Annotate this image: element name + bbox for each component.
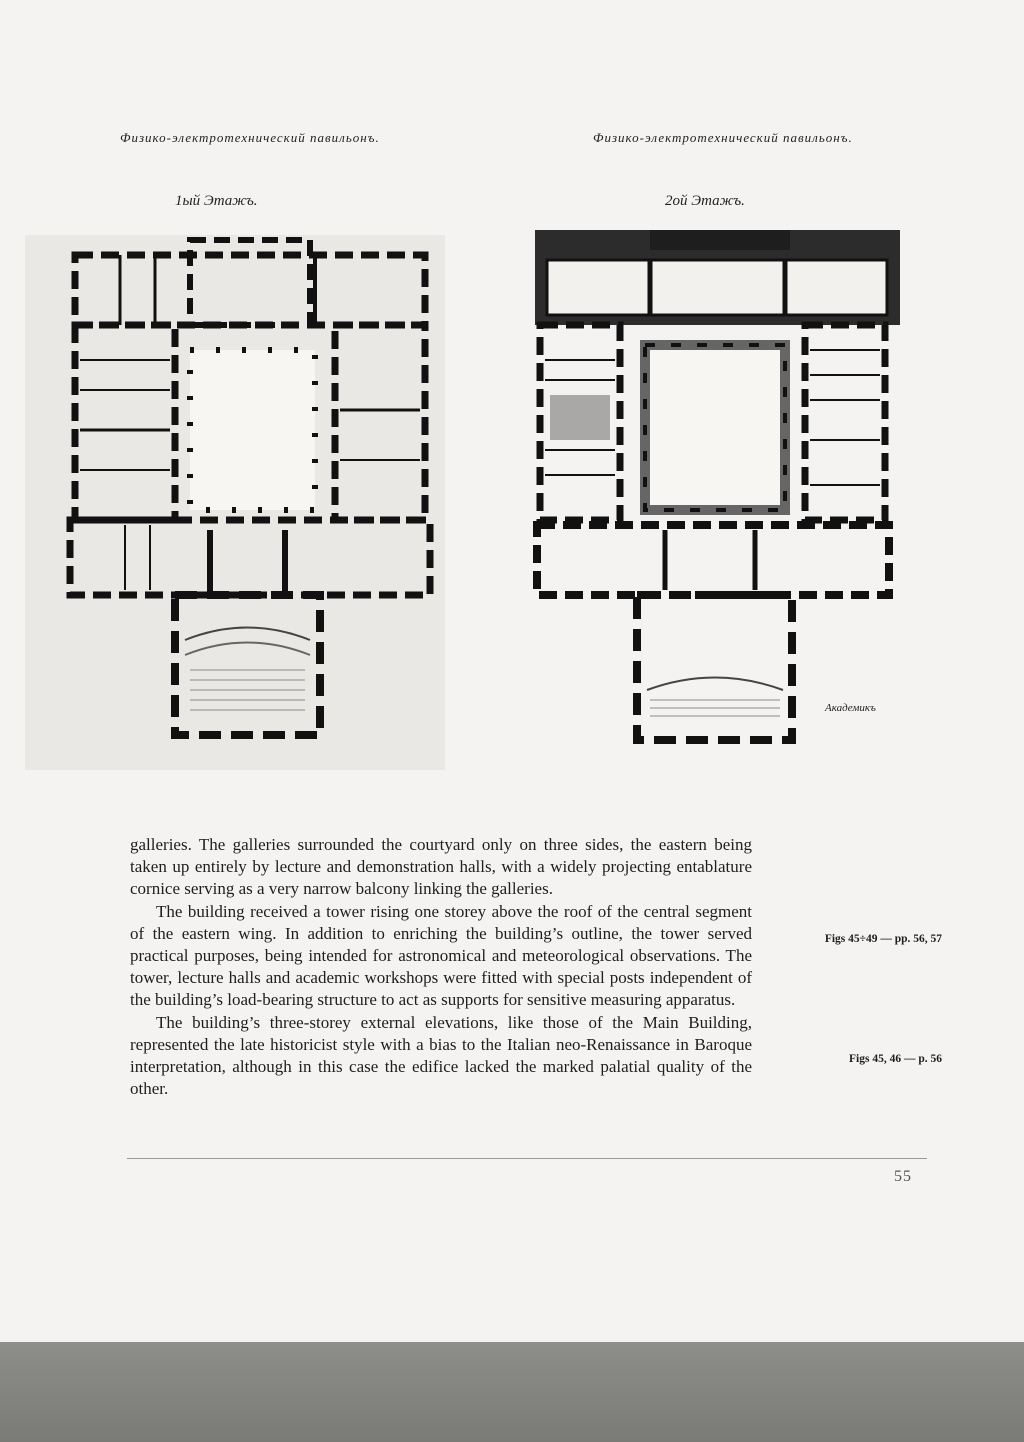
floor-plan-second-drawing bbox=[525, 120, 975, 770]
plan-header-right: Физико-электротехнический павильонъ. bbox=[593, 130, 853, 145]
paragraph: The building’s three-storey external elevations, like those of the Main Building, represented the late historicist style with a bias to the Italian neo-Renaissance in Baroque interpretation, although in this case the edifice lacked the marked palatial quality of the other. bbox=[130, 1012, 752, 1099]
floor-plan-first bbox=[25, 120, 485, 770]
plan-header-left: Физико-электротехнический павильонъ. bbox=[120, 130, 380, 145]
paragraph: The building received a tower rising one storey above the roof of the central segment of the eastern wing. In addition to enriching the building’s outline, the tower served practical purposes, being intended for astronomical and meteorological observations. The tower, lecture halls and academic workshops were fitted with special posts independent of the building’s load-bearing structure to act as supports for sensitive measuring apparatus. bbox=[130, 901, 752, 1010]
page-number: 55 bbox=[894, 1168, 912, 1185]
scan-background bbox=[0, 1342, 1024, 1442]
footer-rule bbox=[127, 1158, 927, 1159]
body-text bbox=[130, 834, 752, 1100]
paragraph: galleries. The galleries surrounded the courtyard only on three sides, the eastern being taken up entirely by lecture and demonstration halls, with a widely projecting entablature cornice serving as a very narrow balcony linking the galleries. bbox=[130, 835, 752, 899]
margin-note-figs-45-49: Figs 45÷49 — pp. 56, 57 bbox=[824, 933, 942, 945]
floor-plan-first-drawing bbox=[25, 120, 485, 770]
floor-label-second: 2ой Этажъ. bbox=[665, 193, 745, 209]
floor-plan-second bbox=[525, 120, 975, 770]
margin-note-figs-45-46: Figs 45, 46 — p. 56 bbox=[849, 1053, 942, 1065]
signature: Академикъ bbox=[825, 702, 876, 714]
floor-label-first: 1ый Этажъ. bbox=[175, 193, 258, 209]
